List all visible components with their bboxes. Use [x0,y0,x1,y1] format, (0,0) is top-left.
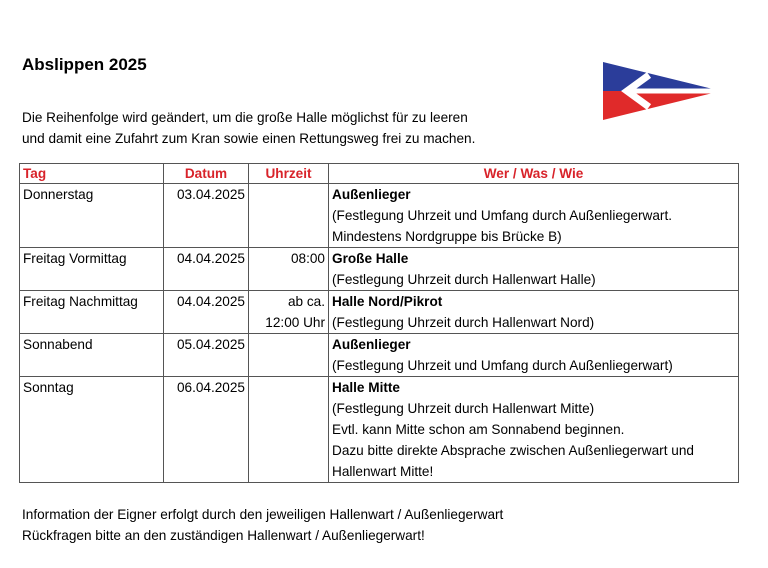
table-row [20,184,739,248]
detail-line: (Festlegung Uhrzeit durch Hallenwart Mitte) [332,401,595,416]
group-name: Halle Mitte [332,380,400,395]
footer-text [22,504,503,546]
cell-tag: Freitag Nachmittag [20,291,164,334]
cell-datum: 03.04.2025 [164,184,249,248]
burgee-red-field [603,91,721,120]
uhrzeit-line [252,377,325,398]
detail-line: (Festlegung Uhrzeit und Umfang durch Außenliegerwart. [332,208,673,223]
cell-tag: Sonntag [20,377,164,483]
table-row [20,377,739,483]
club-burgee-icon [603,62,721,120]
column-header-uhrzeit: Uhrzeit [249,164,329,184]
footer-line: Rückfragen bitte an den zuständigen Hallenwart / Außenliegerwart! [22,528,425,543]
group-name: Außenlieger [332,187,411,202]
cell-wer [329,291,739,334]
cell-datum: 04.04.2025 [164,291,249,334]
uhrzeit-line [252,334,325,355]
uhrzeit-line [252,184,325,205]
column-header-wer: Wer / Was / Wie [329,164,739,184]
uhrzeit-line: 12:00 Uhr [265,315,325,330]
intro-line: und damit eine Zufahrt zum Kran sowie einen Rettungsweg frei zu machen. [22,131,476,146]
group-name: Außenlieger [332,337,411,352]
page-title: Abslippen 2025 [22,55,147,74]
column-header-datum: Datum [164,164,249,184]
burgee-blue-field [603,62,721,91]
detail-line: Dazu bitte direkte Absprache zwischen Außenliegerwart und [332,443,694,458]
table-row [20,291,739,334]
table-row [20,248,739,291]
uhrzeit-line: ab ca. [287,294,325,309]
cell-uhrzeit [249,334,329,377]
cell-tag: Sonnabend [20,334,164,377]
column-header-tag: Tag [20,164,164,184]
intro-line: Die Reihenfolge wird geändert, um die große Halle möglichst für zu leeren [22,110,468,125]
cell-datum: 06.04.2025 [164,377,249,483]
cell-uhrzeit [249,377,329,483]
detail-line: Hallenwart Mitte! [332,464,434,479]
cell-uhrzeit [249,291,329,334]
table-header-row [20,164,739,184]
uhrzeit-line: 08:00 [290,251,325,266]
cell-wer [329,248,739,291]
detail-line: Evtl. kann Mitte schon am Sonnabend beginnen. [332,422,625,437]
schedule-table [19,163,739,483]
cell-wer [329,334,739,377]
cell-tag: Donnerstag [20,184,164,248]
cell-datum: 04.04.2025 [164,248,249,291]
intro-text [22,107,475,149]
group-name: Große Halle [332,251,409,266]
footer-line: Information der Eigner erfolgt durch den jeweiligen Hallenwart / Außenliegerwart [22,507,504,522]
cell-datum: 05.04.2025 [164,334,249,377]
detail-line: (Festlegung Uhrzeit durch Hallenwart Nord) [332,315,595,330]
cell-uhrzeit [249,184,329,248]
cell-wer [329,377,739,483]
cell-wer [329,184,739,248]
detail-line: (Festlegung Uhrzeit und Umfang durch Außenliegerwart) [332,358,673,373]
group-name: Halle Nord/Pikrot [332,294,443,309]
cell-uhrzeit [249,248,329,291]
detail-line: (Festlegung Uhrzeit durch Hallenwart Halle) [332,272,596,287]
detail-line: Mindestens Nordgruppe bis Brücke B) [332,229,562,244]
table-row [20,334,739,377]
cell-tag: Freitag Vormittag [20,248,164,291]
